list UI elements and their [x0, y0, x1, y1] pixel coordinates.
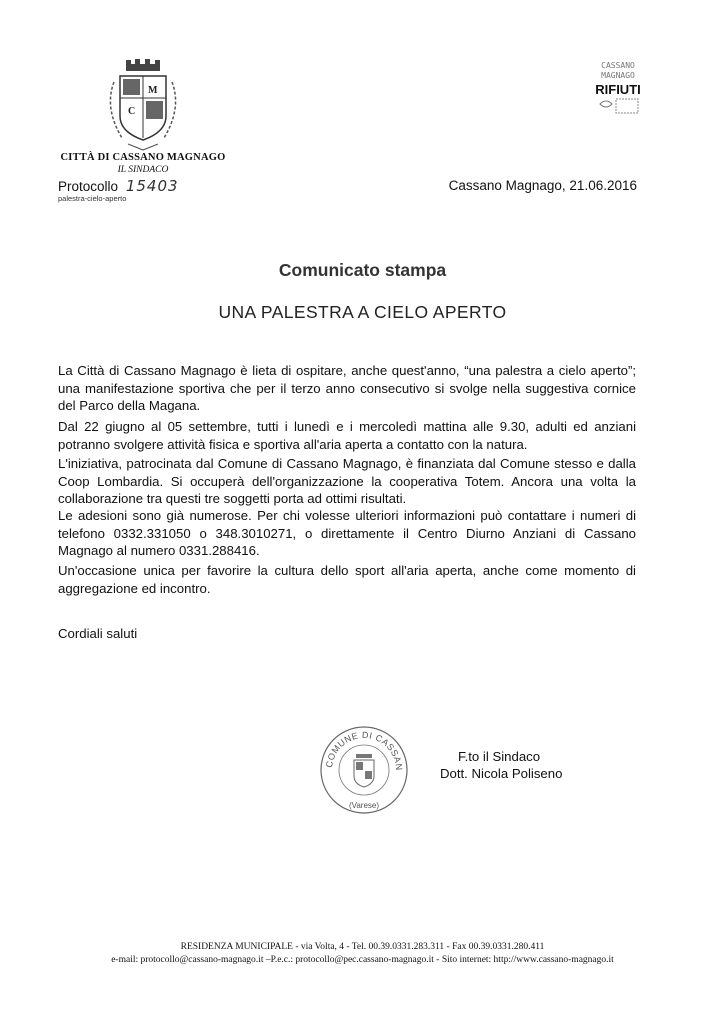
crest-letter-m: M: [148, 85, 158, 96]
stamp-sub: (Varese): [348, 801, 380, 810]
protocol-number: 15403: [125, 177, 179, 195]
office-title: IL SINDACO: [117, 165, 169, 175]
body-paragraph: Un'occasione unica per favorire la cultura dello sport all'aria aperta, anche come momento di aggregazione ed incontro.: [58, 563, 636, 596]
place-date: Cassano Magnago, 21.06.2016: [448, 178, 637, 193]
body-paragraph: Le adesioni sono già numerose. Per chi volesse ulteriori informazioni può contattare i numeri di telefono 0332.331050 o 348.3010271, o direttamente il Centro Diurno Anziani di Cassano Magnago al numero 0331.288416.: [58, 508, 636, 558]
stamp-text: COMUNE DI CASSAN: [323, 729, 405, 771]
signature-name: Dott. Nicola Poliseno: [440, 766, 563, 781]
footer-contacts: e-mail: protocollo@cassano-magnago.it –P.e.c.: protocollo@pec.cassano-magnago.it - Sito internet: http://www.cassano-magnago.it: [111, 955, 614, 965]
municipal-stamp-icon: [318, 724, 410, 816]
rifiuti-logo-icon: [592, 58, 644, 120]
body-paragraph: Dal 22 giugno al 05 settembre, tutti i lunedì e i mercoledì mattina alle 9.30, adulti ed anziani potranno svolgere attività fisica e sportiva all'aria aperta a contatto con la natura.: [58, 419, 636, 452]
closing-salutation: Cordiali saluti: [58, 626, 138, 641]
logo-line-1: CASSANO: [601, 61, 635, 70]
footer-address: RESIDENZA MUNICIPALE - via Volta, 4 - Tel. 00.39.0331.283.311 - Fax 00.39.0331.280.411: [180, 942, 545, 952]
body-paragraph: La Città di Cassano Magnago è lieta di ospitare, anche quest'anno, “una palestra a cielo aperto”; una manifestazione sportiva che per il terzo anno consecutivo si svolge nella suggestiva cornice del Parco della Magana.: [58, 363, 636, 413]
signature-title: F.to il Sindaco: [458, 749, 541, 764]
protocol-line: [58, 177, 179, 195]
document-title: Comunicato stampa: [278, 260, 447, 280]
body-paragraph: L'iniziativa, patrocinata dal Comune di Cassano Magnago, è finanziata dal Comune stesso e dalla Coop Lombardia. Si occuperà dell'organizzazione la cooperativa Totem. Ancora una volta la collaborazione tra questi tre soggetti porta ad ottimi risultati.: [58, 456, 636, 506]
crest-letter-c: C: [128, 106, 136, 117]
file-reference: palestra-cielo-aperto: [58, 194, 127, 203]
logo-line-3: RIFIUTI: [595, 82, 641, 97]
logo-line-2: MAGNAGO: [601, 71, 635, 80]
protocol-label: Protocollo: [58, 179, 119, 194]
city-name: CITTÀ DI CASSANO MAGNAGO: [60, 152, 226, 163]
city-crest-icon: [98, 58, 186, 154]
document-subtitle: UNA PALESTRA A CIELO APERTO: [218, 302, 507, 322]
